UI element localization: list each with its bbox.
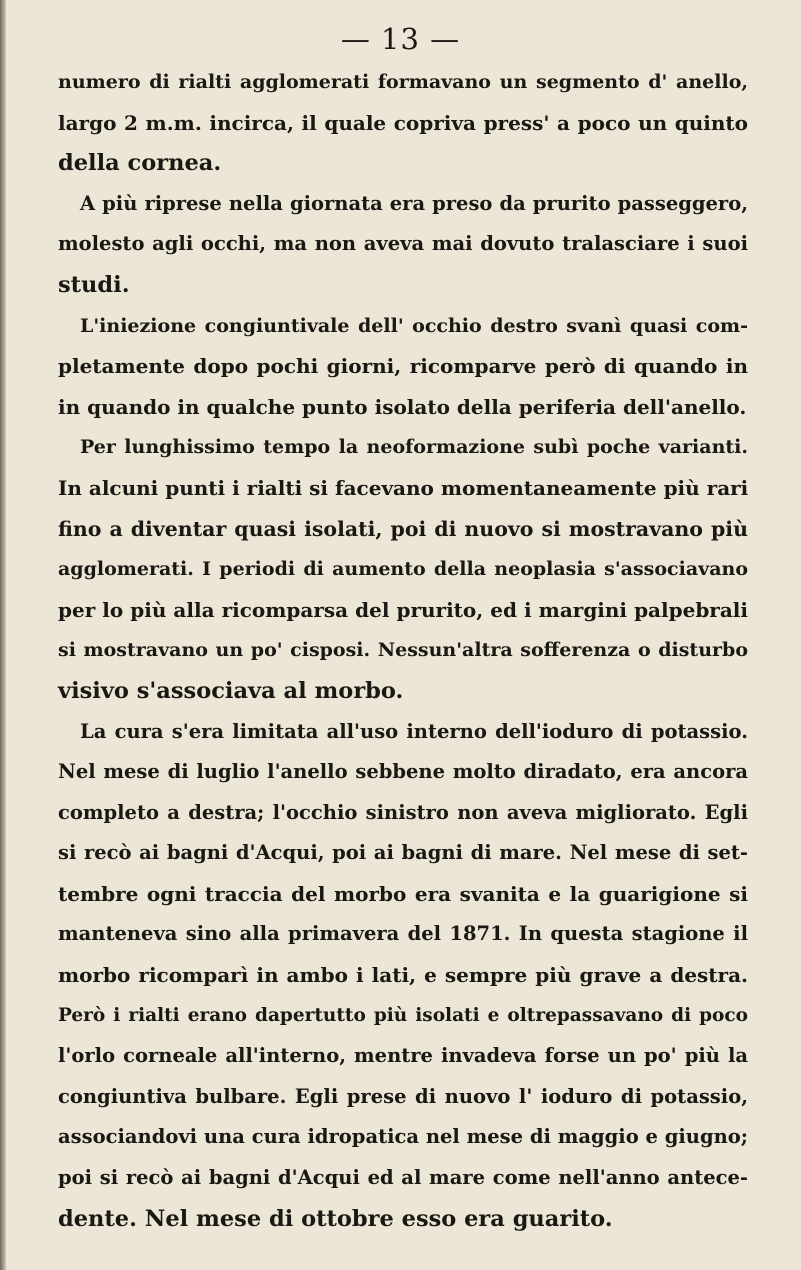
- body-text: [58, 62, 748, 1239]
- text-line: fino a diventar quasi isolati, poi di nuovo si mostravano più: [58, 516, 748, 541]
- text-line: congiuntiva bulbare. Egli prese di nuovo l' ioduro di potassio,: [58, 1084, 748, 1108]
- text-line: studi.: [58, 271, 130, 298]
- text-line: l'orlo corneale all'interno, mentre invadeva forse un po' più la: [58, 1044, 748, 1068]
- text-line: in quando in qualche punto isolato della periferia dell'anello.: [58, 394, 747, 419]
- text-line: dente. Nel mese di ottobre esso era guarito.: [58, 1205, 613, 1232]
- text-line: agglomerati. I periodi di aumento della neoplasia s'associavano: [58, 558, 748, 581]
- text-line: associandovi una cura idropatica nel mese di maggio e giugno;: [58, 1125, 748, 1149]
- text-line: visivo s'associava al morbo.: [58, 677, 404, 704]
- text-line: tembre ogni traccia del morbo era svanita e la guarigione si: [58, 881, 748, 906]
- text-line: morbo ricomparì in ambo i lati, e sempre più grave a destra.: [58, 963, 748, 988]
- text-line: completo a destra; l'occhio sinistro non aveva migliorato. Egli: [58, 800, 748, 824]
- text-line: molesto agli occhi, ma non aveva mai dovuto tralasciare i suoi: [58, 232, 748, 256]
- text-line: Però i rialti erano dapertutto più isolati e oltrepassavano di poco: [58, 1004, 748, 1026]
- text-line: Per lunghissimo tempo la neoformazione subì poche varianti.: [80, 436, 748, 459]
- text-line: L'iniezione congiuntivale dell' occhio destro svanì quasi com-: [80, 314, 748, 337]
- text-line: pletamente dopo pochi giorni, ricomparve però di quando in: [58, 354, 748, 379]
- text-line: si recò ai bagni d'Acqui, poi ai bagni di mare. Nel mese di set-: [58, 841, 748, 865]
- text-line: per lo più alla ricomparsa del prurito, ed i margini palpebrali: [58, 597, 748, 622]
- text-line: largo 2 m.m. incirca, il quale copriva press' a poco un quinto: [58, 110, 748, 135]
- text-line: si mostravano un po' cisposi. Nessun'altra sofferenza o disturbo: [58, 639, 748, 662]
- text-line: La cura s'era limitata all'uso interno dell'ioduro di potassio.: [80, 719, 748, 743]
- text-line: Nel mese di luglio l'anello sebbene molto diradato, era ancora: [58, 760, 748, 784]
- text-line: A più riprese nella giornata era preso da prurito passeggero,: [80, 191, 748, 215]
- text-line: In alcuni punti i rialti si facevano momentaneamente più rari: [58, 475, 749, 500]
- page-spine-shadow: [0, 0, 6, 1270]
- page-number: — 13 —: [340, 22, 461, 56]
- text-line: numero di rialti agglomerati formavano un segmento d' anello,: [58, 71, 748, 93]
- text-line: della cornea.: [58, 150, 222, 177]
- text-line: manteneva sino alla primavera del 1871. In questa stagione il: [58, 922, 748, 946]
- text-line: poi si recò ai bagni d'Acqui ed al mare come nell'anno antece-: [58, 1166, 748, 1190]
